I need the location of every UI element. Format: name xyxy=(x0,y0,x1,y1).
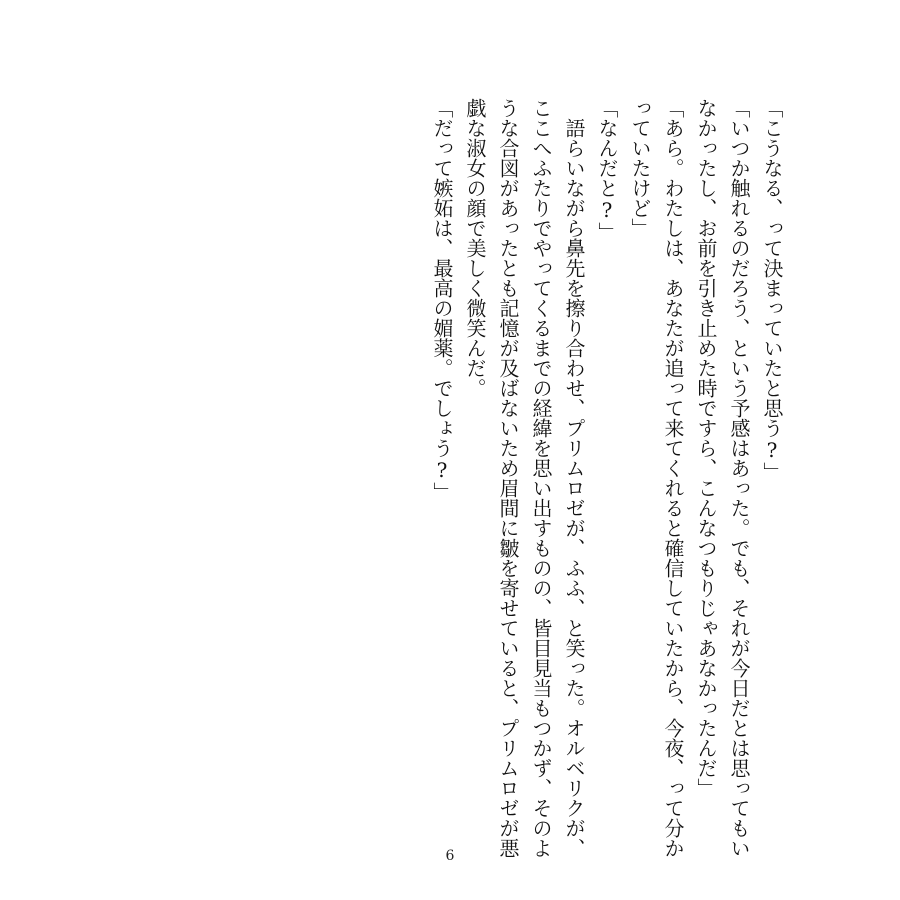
text-line-dialogue: 「こうなる、って決まっていたと思う?」 xyxy=(760,98,784,482)
text-line-dialogue: 「だって嫉妬は、最高の媚薬。でしょう?」 xyxy=(430,98,454,502)
text-line-dialogue: 「あら。わたしは、あなたが追って来てくれると確信していたから、今夜、って分かっていたけど」 xyxy=(628,98,685,858)
body-text xyxy=(425,98,788,858)
page-number: 6 xyxy=(445,848,455,864)
text-line-narration: 語らいながら鼻先を擦り合わせ、プリムロゼが、ふふ、と笑った。オルベリクが、ここへふたりでやってくるまでの経緯を思い出すものの、皆目見当もつかず、そのような合図があったとも記憶が及ばないため眉間に皺を寄せていると、プリムロゼが悪戯な淑女の顔で美しく微笑んだ。 xyxy=(463,98,586,858)
text-line-dialogue: 「いつか触れるのだろう、という予感はあった。でも、それが今日だとは思ってもいなかったし、お前を引き止めた時ですら、こんなつもりじゃあなかったんだ」 xyxy=(694,98,751,858)
text-line-dialogue: 「なんだと?」 xyxy=(595,98,619,242)
